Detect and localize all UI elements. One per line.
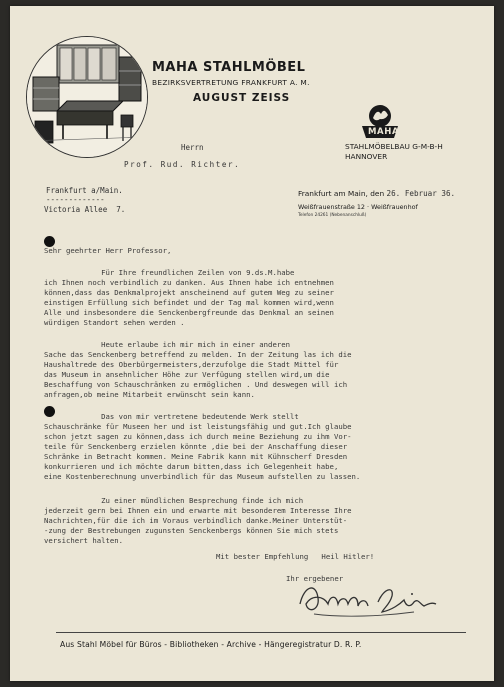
place-date-prefix: Frankfurt am Main, den (298, 189, 385, 198)
place-date-line (298, 189, 455, 198)
recipient-street: Victoria Allee 7. (44, 205, 126, 214)
body-line: können,dass das Denkmalprojekt anscheinend auf gutem Weg zu seiner (44, 288, 334, 297)
body-line: einstigen Erfüllung sich befindet und der Tag mal kommen wird,wenn (44, 298, 334, 307)
body-line: anfragen,ob meine Mitarbeit erwünscht sein kann. (44, 390, 255, 399)
body-line: das Museum in ansehnlicher Höhe zur Verfügung stellen wird,um die (44, 370, 330, 379)
recipient-name: Prof. Rud. Richter. (124, 160, 241, 169)
body-line: -zung der Bestrebungen zugunsten Senckenbergs können Sie mich stets (44, 526, 339, 535)
body-line: Sache das Senckenberg betreffend zu melden. In der Zeitung las ich die (44, 350, 352, 359)
body-line: Zu einer mündlichen Besprechung finde ich mich (44, 496, 304, 505)
letter-page (10, 6, 494, 681)
body-line: Schränke in Betracht kommen. Meine Fabrik kann mit Kühnscherf Dresden (44, 452, 348, 461)
letter-date: 26. Februar 36. (386, 189, 456, 198)
body-line: konkurrieren und ich möchte darum bitten,dass ich Gelegenheit habe, (44, 462, 339, 471)
body-line: ich Ihnen noch verbindlich zu danken. Aus Ihnen habe ich entnehmen (44, 278, 334, 287)
body-line: versichert halten. (44, 536, 124, 545)
body-line: Das von mir vertretene bedeutende Werk stellt (44, 412, 299, 421)
sender-address: Weißfrauenstraße 12 · Weißfrauenhof (298, 203, 418, 211)
body-line: teile für Senckenberg erzielen könnte ,die bei der Anschaffung dieser (44, 442, 348, 451)
greeting: Sehr geehrter Herr Professor, (44, 246, 172, 255)
body-line: Haushaltrede des Oberbürgermeisters,derzufolge die Stadt Mittel für (44, 360, 339, 369)
office-furniture-illustration (26, 36, 148, 158)
company-name: MAHA STAHLMÖBEL (152, 60, 306, 75)
logo-text: MAHA (368, 127, 400, 137)
body-line: würdigen Standort sehen werden . (44, 318, 185, 327)
closing-regards: Mit bester Empfehlung Heil Hitler! (216, 552, 375, 561)
recipient-underline: ------------- (46, 195, 105, 204)
recipient-salutation: Herrn (181, 143, 204, 152)
recipient-city: Frankfurt a/Main. (46, 186, 123, 195)
body-line: Für Ihre freundlichen Zeilen von 9.ds.M.habe (44, 268, 295, 277)
company-subtitle: BEZIRKSVERTRETUNG FRANKFURT A. M. (152, 78, 310, 87)
body-line: Beschaffung von Schauschränken zu ermöglichen . Und deswegen will ich (44, 380, 348, 389)
body-line: Schauschränke für Museen her und ist leistungsfähig und gut.Ich glaube (44, 422, 352, 431)
body-line: Nachrichten,für die ich im Voraus verbindlich danke.Meiner Unterstüt- (44, 516, 348, 525)
firm-city: HANNOVER (345, 152, 388, 161)
body-line: Heute erlaube ich mir mich in einer anderen (44, 340, 291, 349)
body-line: jederzeit gern bei Ihnen ein und erwarte mit besonderem Interesse Ihre (44, 506, 352, 515)
body-line: Alle und insbesondere die Senckenbergfreunde das Denkmal an seinen (44, 308, 334, 317)
handwritten-signature (294, 574, 444, 622)
body-line: eine Kostenberechnung unverbindlich für das Museum aufstellen zu lassen. (44, 472, 361, 481)
sender-phone: Telefon 24261 (Nebenanschluß) (298, 213, 367, 218)
closing-yours: Ihr ergebener (286, 574, 344, 583)
firm-name: STAHLMÖBELBAU G-M-B-H (345, 142, 443, 151)
representative-name: AUGUST ZEISS (193, 92, 291, 104)
footer-text: Aus Stahl Möbel für Büros - Bibliotheken - Archive - Hängeregistratur D. R. P. (60, 640, 362, 649)
footer-rule (56, 632, 466, 633)
maha-logo (356, 102, 404, 142)
body-line: schon jetzt sagen zu können,dass ich durch meine Beziehung zu ihm Vor- (44, 432, 352, 441)
